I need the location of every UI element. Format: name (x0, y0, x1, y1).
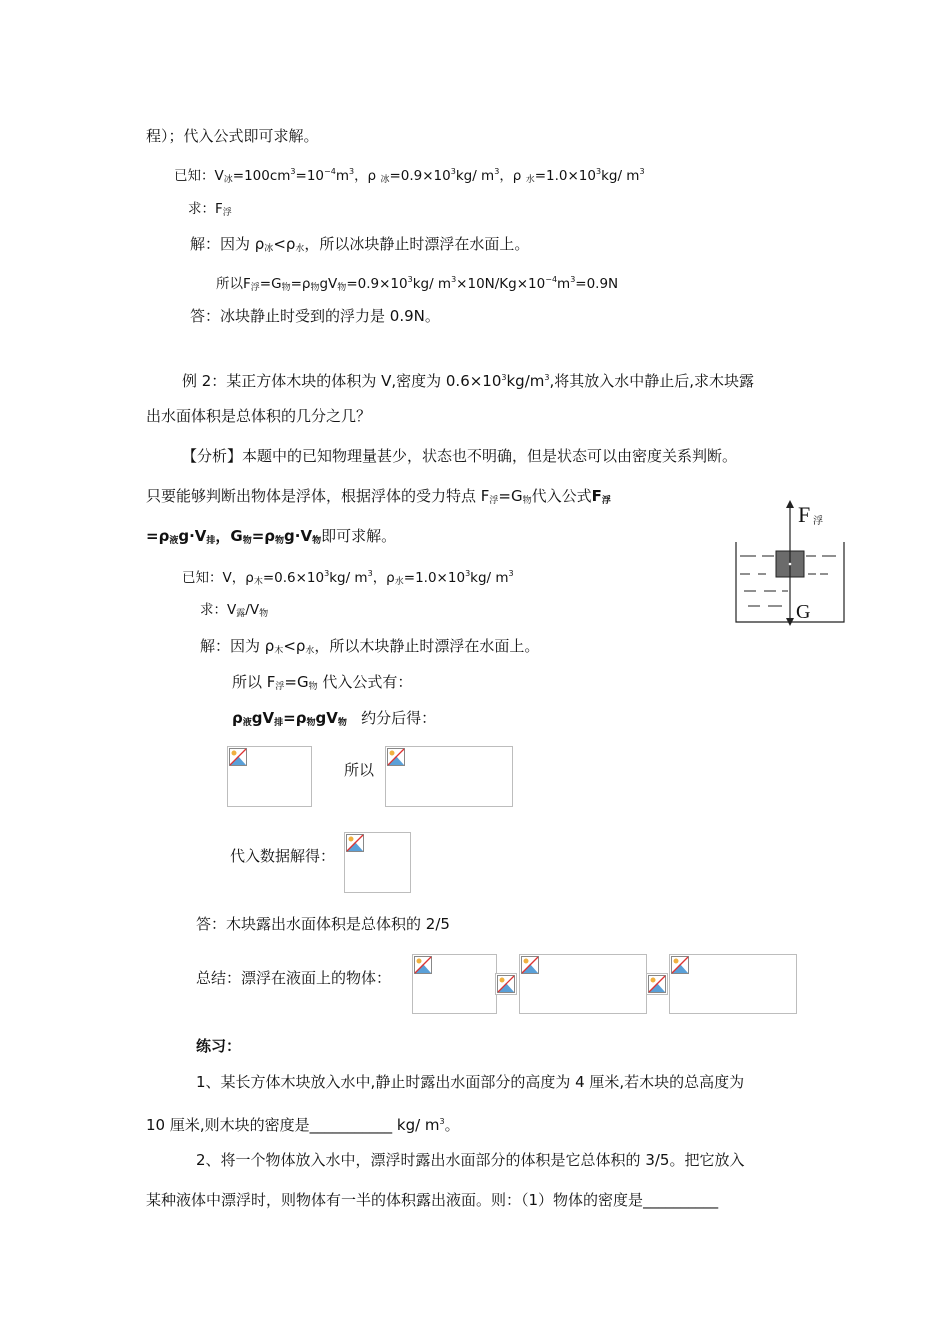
gravity-label: G (796, 601, 811, 623)
question-2-line-2: 某种液体中漂浮时，则物体有一半的体积露出液面。则：（1）物体的密度是__________ (146, 1191, 719, 1209)
answer-blank: __________ (643, 1191, 719, 1209)
summary-image-5 (669, 954, 797, 1014)
so-line-2: 所以 $F_浮=G_物$ 代入公式有： (232, 673, 413, 692)
formula-image-3 (344, 832, 411, 893)
solution-line-2: 解：因为 $\rho_木<\rho_水$，所以木块静止时漂浮在水面上。 (200, 637, 540, 656)
buoyant-force-subscript: 浮 (813, 516, 823, 527)
question-1-line-2: 10 厘米,则木块的密度是___________ kg/ $m^3$。 (146, 1116, 460, 1134)
analysis-line-3: $=\rho_液g\cdot V_排$，$G_物=\rho_物g\cdot V_物$即可求解。 (146, 527, 397, 546)
broken-image-icon (648, 975, 666, 993)
question-1-line-1: 1、某长方体木块放入水中,静止时露出水面部分的高度为 4 厘米,若木块的总高度为 (196, 1073, 745, 1091)
so-line-1: 所以$F_浮=G_物=\rho_物gV_物=0.9\times 10^3kg/$ $m^3\times 10N/Kg\times 10^{-4}m^3=0.9N$ (216, 275, 619, 293)
broken-image-icon (671, 956, 689, 974)
formula-image-2 (385, 746, 513, 807)
summary-image-3 (519, 954, 647, 1014)
broken-image-icon (497, 975, 515, 993)
summary-line: 总结：漂浮在液面上的物体： (196, 969, 392, 987)
broken-image-icon (346, 834, 364, 852)
broken-image-icon (414, 956, 432, 974)
analysis-line-2: 只要能够判断出物体是浮体，根据浮体的受力特点 $F_浮=G_物$代入公式$F_浮$ (146, 487, 611, 506)
solution-line-1: 解：因为 $\rho_冰<\rho_水$，所以冰块静止时漂浮在水面上。 (190, 235, 530, 254)
text: 程）；代入公式即可求解。 (146, 127, 319, 145)
example-2-line-2: 出水面体积是总体积的几分之几？ (146, 407, 372, 425)
buoyant-force-label: F (798, 502, 811, 527)
broken-image-icon (387, 748, 405, 766)
broken-image-icon (229, 748, 247, 766)
ask-line-1: 求：$F_浮$ (188, 201, 232, 218)
analysis-line-1: 【分析】本题中的已知物理量甚少，状态也不明确，但是状态可以由密度关系判断。 (182, 447, 738, 465)
broken-image-icon (521, 956, 539, 974)
formula-image-1 (227, 746, 312, 807)
summary-image-4 (646, 973, 668, 995)
equation-line: $\rho_液gV_排=\rho_物gV_物$ 约分后得： (232, 709, 437, 728)
text-line (146, 126, 319, 146)
answer-line-1: 答：冰块静止时受到的浮力是 0.9N。 (190, 307, 440, 325)
substitute-label: 代入数据解得： (230, 847, 336, 865)
known-line-1: 已知：$V_冰=100cm^3=10^{-4}m^3$，ρ $_冰=0.9\times 10^3kg/$ $m^3$，ρ $_水=1.0\times 10^3kg/$ $m^3$ (174, 167, 645, 185)
ask-line-2: 求：$V_露/V_物$ (200, 602, 269, 619)
practice-heading: 练习： (196, 1037, 242, 1055)
example-2-line-1: 例 2：某正方体木块的体积为 V,密度为 $0.6\times 10^3kg/m^3$,将其放入水中静止后,求木块露 (182, 372, 754, 390)
summary-image-2 (495, 973, 517, 995)
answer-blank: ___________ (309, 1116, 393, 1134)
so-label: 所以 (344, 761, 375, 779)
known-line-2: 已知：V，$\rho_木=0.6\times 10^3kg/$ $m^3$，$\rho_水=1.0\times 10^3kg/$ $m^3$ (182, 569, 514, 587)
question-2-line-1: 2、将一个物体放入水中，漂浮时露出水面部分的体积是它总体积的 3/5。把它放入 (196, 1151, 745, 1169)
summary-image-1 (412, 954, 497, 1014)
buoyancy-diagram (730, 498, 850, 630)
answer-line-2: 答：木块露出水面体积是总体积的 2/5 (196, 915, 450, 933)
